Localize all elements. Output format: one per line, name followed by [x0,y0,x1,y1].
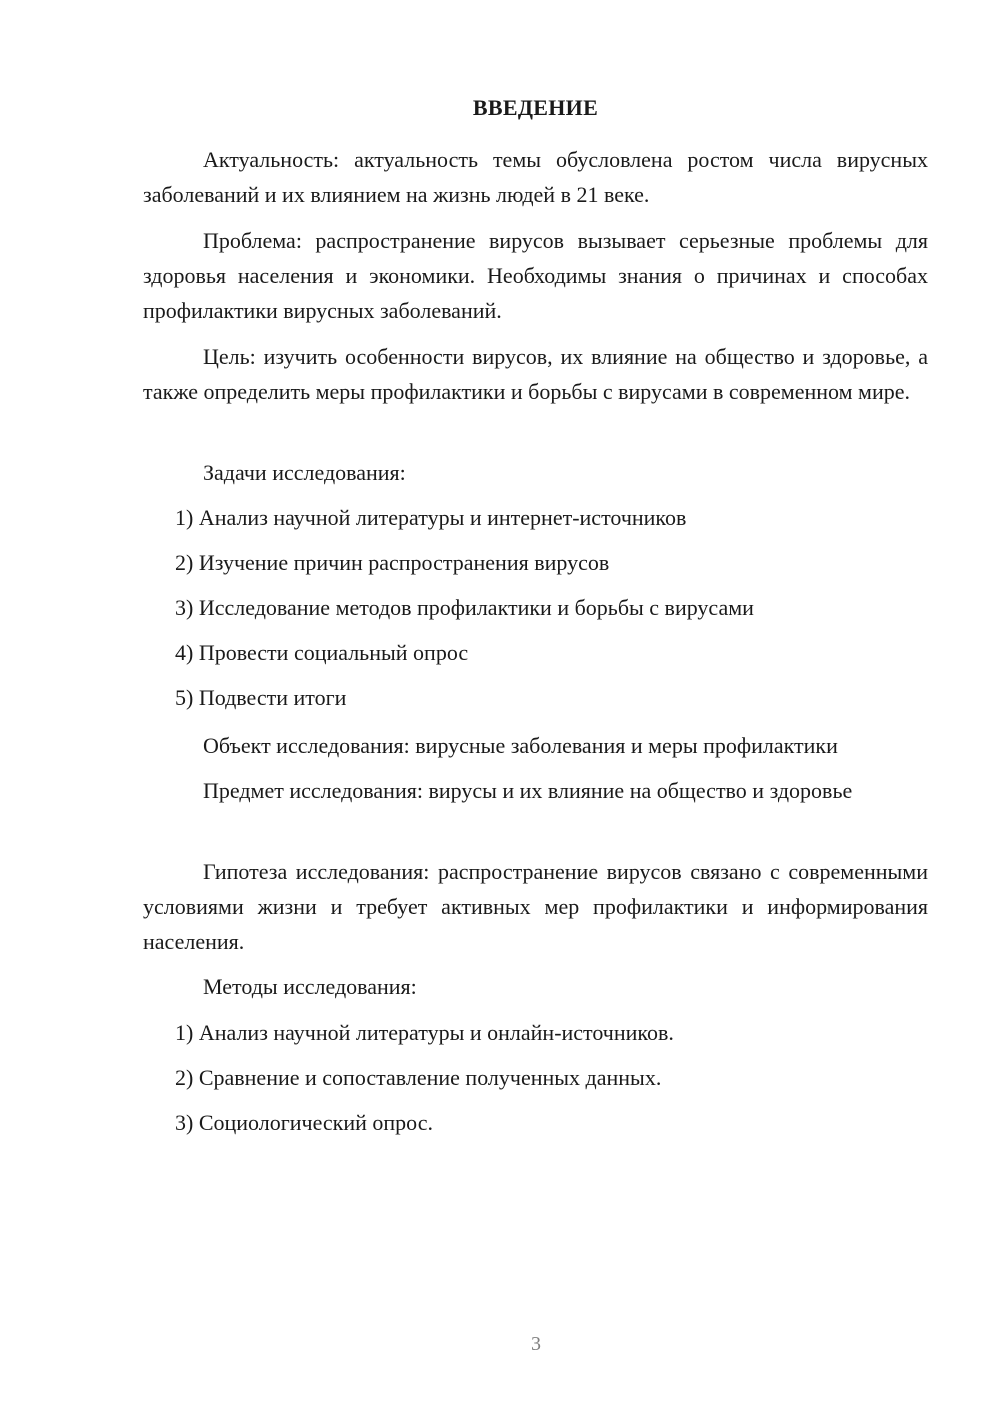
hypothesis-paragraph: Гипотеза исследования: распространение вирусов связано с современными условиями жизни и требует активных мер профилактики и информирования населения. [143,859,928,954]
page-number: 3 [531,1333,541,1355]
task-item: 2) Изучение причин распространения вирусов [175,550,610,575]
task-item: 4) Провести социальный опрос [175,640,469,665]
subject-paragraph: Предмет исследования: вирусы и их влияние на общество и здоровье [203,778,853,803]
problem-paragraph: Проблема: распространение вирусов вызывает серьезные проблемы для здоровья населения и экономики. Необходимы знания о причинах и способах профилактики вирусных заболеваний. [143,228,928,323]
goal-paragraph: Цель: изучить особенности вирусов, их влияние на общество и здоровье, а также определить меры профилактики и борьбы с вирусами в современном мире. [143,344,928,404]
methods-heading: Методы исследования: [203,974,417,999]
object-paragraph: Объект исследования: вирусные заболевания и меры профилактики [203,733,838,758]
method-item: 2) Сравнение и сопоставление полученных данных. [175,1065,662,1090]
relevance-paragraph: Актуальность: актуальность темы обусловлена ростом числа вирусных заболеваний и их влиянием на жизнь людей в 21 веке. [143,147,928,207]
method-item: 3) Социологический опрос. [175,1110,433,1135]
task-item: 5) Подвести итоги [175,685,347,710]
section-title: ВВЕДЕНИЕ [472,95,599,120]
tasks-heading: Задачи исследования: [203,460,406,485]
task-item: 3) Исследование методов профилактики и борьбы с вирусами [175,595,754,620]
task-item: 1) Анализ научной литературы и интернет-источников [175,505,687,530]
method-item: 1) Анализ научной литературы и онлайн-источников. [175,1020,674,1045]
